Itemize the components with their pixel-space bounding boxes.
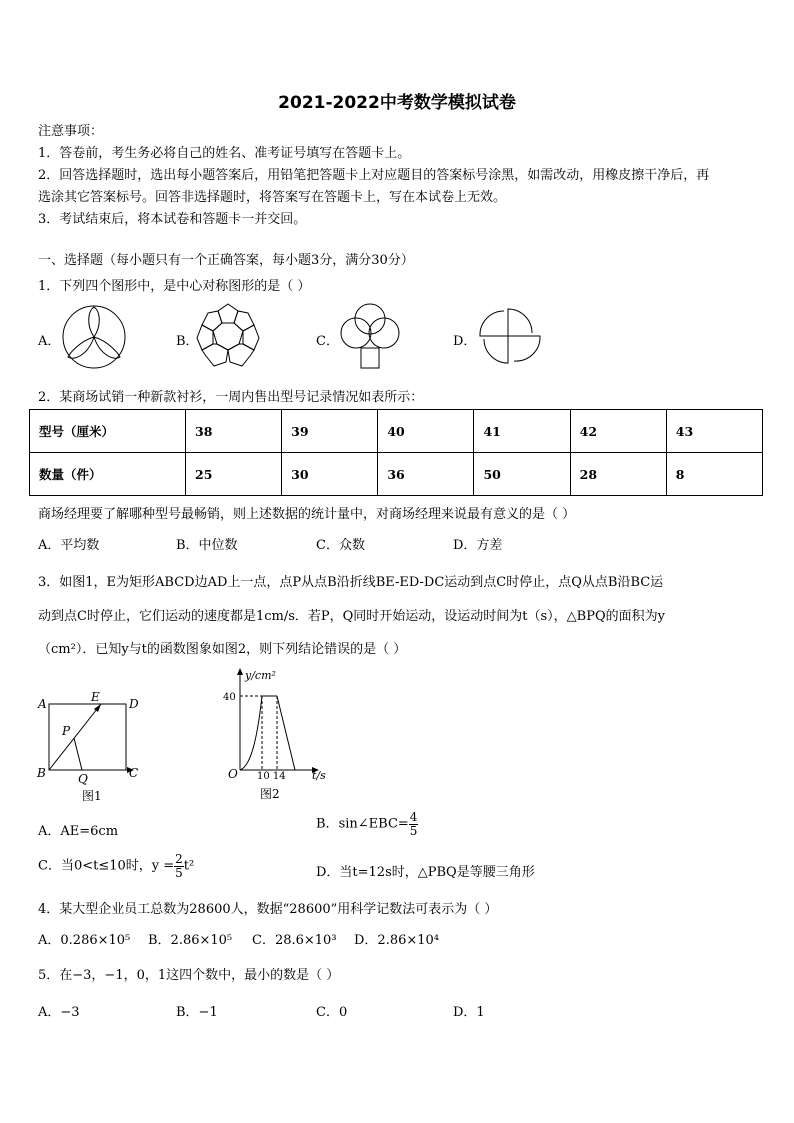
q4-option-b: B．2.86×10⁵ <box>148 933 233 948</box>
q1-figure-d <box>474 303 544 369</box>
table-cell: 36 <box>378 453 474 496</box>
notice-item-2: 2．回答选择题时，选出每小题答案后，用铅笔把答题卡上对应题目的答案标号涂黑，如需改动，用橡皮擦干净后，再 <box>38 168 710 183</box>
notice-heading: 注意事项： <box>38 124 104 139</box>
fig1-caption: 图1 <box>82 789 102 803</box>
fraction-numerator: 2 <box>175 852 183 866</box>
question-5-stem: 5．在−3，−1，0，1这四个数中，最小的数是（ ） <box>38 968 340 983</box>
q2-option-c: C．众数 <box>316 538 365 553</box>
q3-option-c-expr: y = <box>151 858 175 874</box>
q1-option-a-label: A． <box>38 334 61 349</box>
fig2-origin-label: O <box>228 767 238 781</box>
notice-item-3: 3．考试结束后，将本试卷和答题卡一并交回。 <box>38 212 307 227</box>
q3-option-b <box>316 811 418 837</box>
fig2-y-axis-label: y/cm² <box>245 669 276 682</box>
section-heading: 一、选择题（每小题只有一个正确答案，每小题3分，满分30分） <box>38 253 414 268</box>
table-cell: 43 <box>666 410 762 453</box>
q1-option-c-label: C． <box>316 334 339 349</box>
table-cell: 25 <box>186 453 282 496</box>
fig2-caption: 图2 <box>260 787 280 801</box>
fig1-label-a: A <box>38 697 47 711</box>
question-3-line-3: （cm²）．已知y与t的函数图象如图2，则下列结论错误的是（ ） <box>38 642 407 657</box>
q3-option-c <box>38 853 194 879</box>
q3-option-b-expr: sin∠EBC= <box>338 816 409 832</box>
fig1-label-d: D <box>129 697 139 711</box>
table-cell: 40 <box>378 410 474 453</box>
fig2-x-ticks: 10 14 <box>257 771 286 782</box>
fig1-label-e: E <box>91 690 100 704</box>
question-4-stem: 4．某大型企业员工总数为28600人，数据“28600”用科学记数法可表示为（ ） <box>38 902 498 917</box>
q5-option-b: B．−1 <box>176 1005 218 1020</box>
question-2-stem: 2．某商场试销一种新款衬衫，一周内售出型号记录情况如表所示： <box>38 390 424 405</box>
q3-figure-2 <box>220 662 340 804</box>
q2-option-d: D．方差 <box>453 538 503 553</box>
q2-option-b: B．中位数 <box>176 538 238 553</box>
q3-figure-1 <box>34 688 146 804</box>
fraction-denominator: 5 <box>175 865 183 880</box>
question-2-follow: 商场经理要了解哪种型号最畅销，则上述数据的统计量中，对商场经理来说最有意义的是（ ） <box>38 507 576 522</box>
question-3-line-1: 3．如图1，E为矩形ABCD边AD上一点，点P从点B沿折线BE-ED-DC运动到点C时停止，点Q从点B沿BC运 <box>38 575 664 590</box>
table-cell: 28 <box>570 453 666 496</box>
fig2-y-tick: 40 <box>223 692 236 703</box>
q3-option-b-fraction <box>409 811 419 837</box>
q1-option-d-label: D． <box>453 334 477 349</box>
size-sales-table <box>29 409 763 496</box>
table-cell: 30 <box>282 453 378 496</box>
fig1-label-p: P <box>62 724 71 738</box>
table-cell: 38 <box>186 410 282 453</box>
table-cell: 42 <box>570 410 666 453</box>
table-cell: 8 <box>666 453 762 496</box>
q3-option-c-fraction <box>174 853 184 879</box>
fig1-label-q: Q <box>78 772 88 786</box>
table-cell: 39 <box>282 410 378 453</box>
fig1-label-b: B <box>37 766 46 780</box>
q4-option-c: C．28.6×10³ <box>252 933 337 948</box>
table-cell: 型号（厘米） <box>30 410 186 453</box>
table-row <box>30 453 763 496</box>
fig2-x-axis-label: t/s <box>312 769 326 782</box>
q3-option-b-prefix: B． <box>316 816 339 832</box>
q1-figure-b <box>196 300 260 372</box>
q1-figure-a <box>60 303 128 371</box>
fraction-denominator: 5 <box>409 823 418 838</box>
fraction-numerator: 4 <box>409 810 418 824</box>
page-title: 2021-2022中考数学模拟试卷 <box>278 93 516 113</box>
q4-option-a: A．0.286×10⁵ <box>38 933 131 948</box>
notice-item-1: 1．答卷前，考生务必将自己的姓名、准考证号填写在答题卡上。 <box>38 146 411 161</box>
notice-item-2-cont: 选涂其它答案标号。回答非选择题时，将答案写在答题卡上，写在本试卷上无效。 <box>38 190 507 205</box>
q5-option-c: C．0 <box>316 1005 348 1020</box>
q3-option-d: D．当t=12s时，△PBQ是等腰三角形 <box>316 865 535 880</box>
q3-option-a: A．AE=6cm <box>38 824 119 839</box>
fig1-label-c: C <box>129 766 139 780</box>
q1-figure-c <box>334 301 406 371</box>
question-1-stem: 1．下列四个图形中，是中心对称图形的是（ ） <box>38 279 311 294</box>
table-row <box>30 410 763 453</box>
table-cell: 41 <box>474 410 570 453</box>
q3-option-c-tail: t² <box>183 858 195 874</box>
q4-option-d: D．2.86×10⁴ <box>354 933 440 948</box>
q3-option-c-prefix: C．当0<t≤10时， <box>38 858 152 874</box>
table-cell: 数量（件） <box>30 453 186 496</box>
q5-option-d: D．1 <box>453 1005 485 1020</box>
q5-option-a: A．−3 <box>38 1005 80 1020</box>
table-cell: 50 <box>474 453 570 496</box>
question-3-line-2: 动到点C时停止，它们运动的速度都是1cm/s．若P，Q同时开始运动，设运动时间为t（s），△BPQ的面积为y <box>38 609 665 624</box>
q1-option-b-label: B． <box>176 334 199 349</box>
q2-option-a: A．平均数 <box>38 538 100 553</box>
